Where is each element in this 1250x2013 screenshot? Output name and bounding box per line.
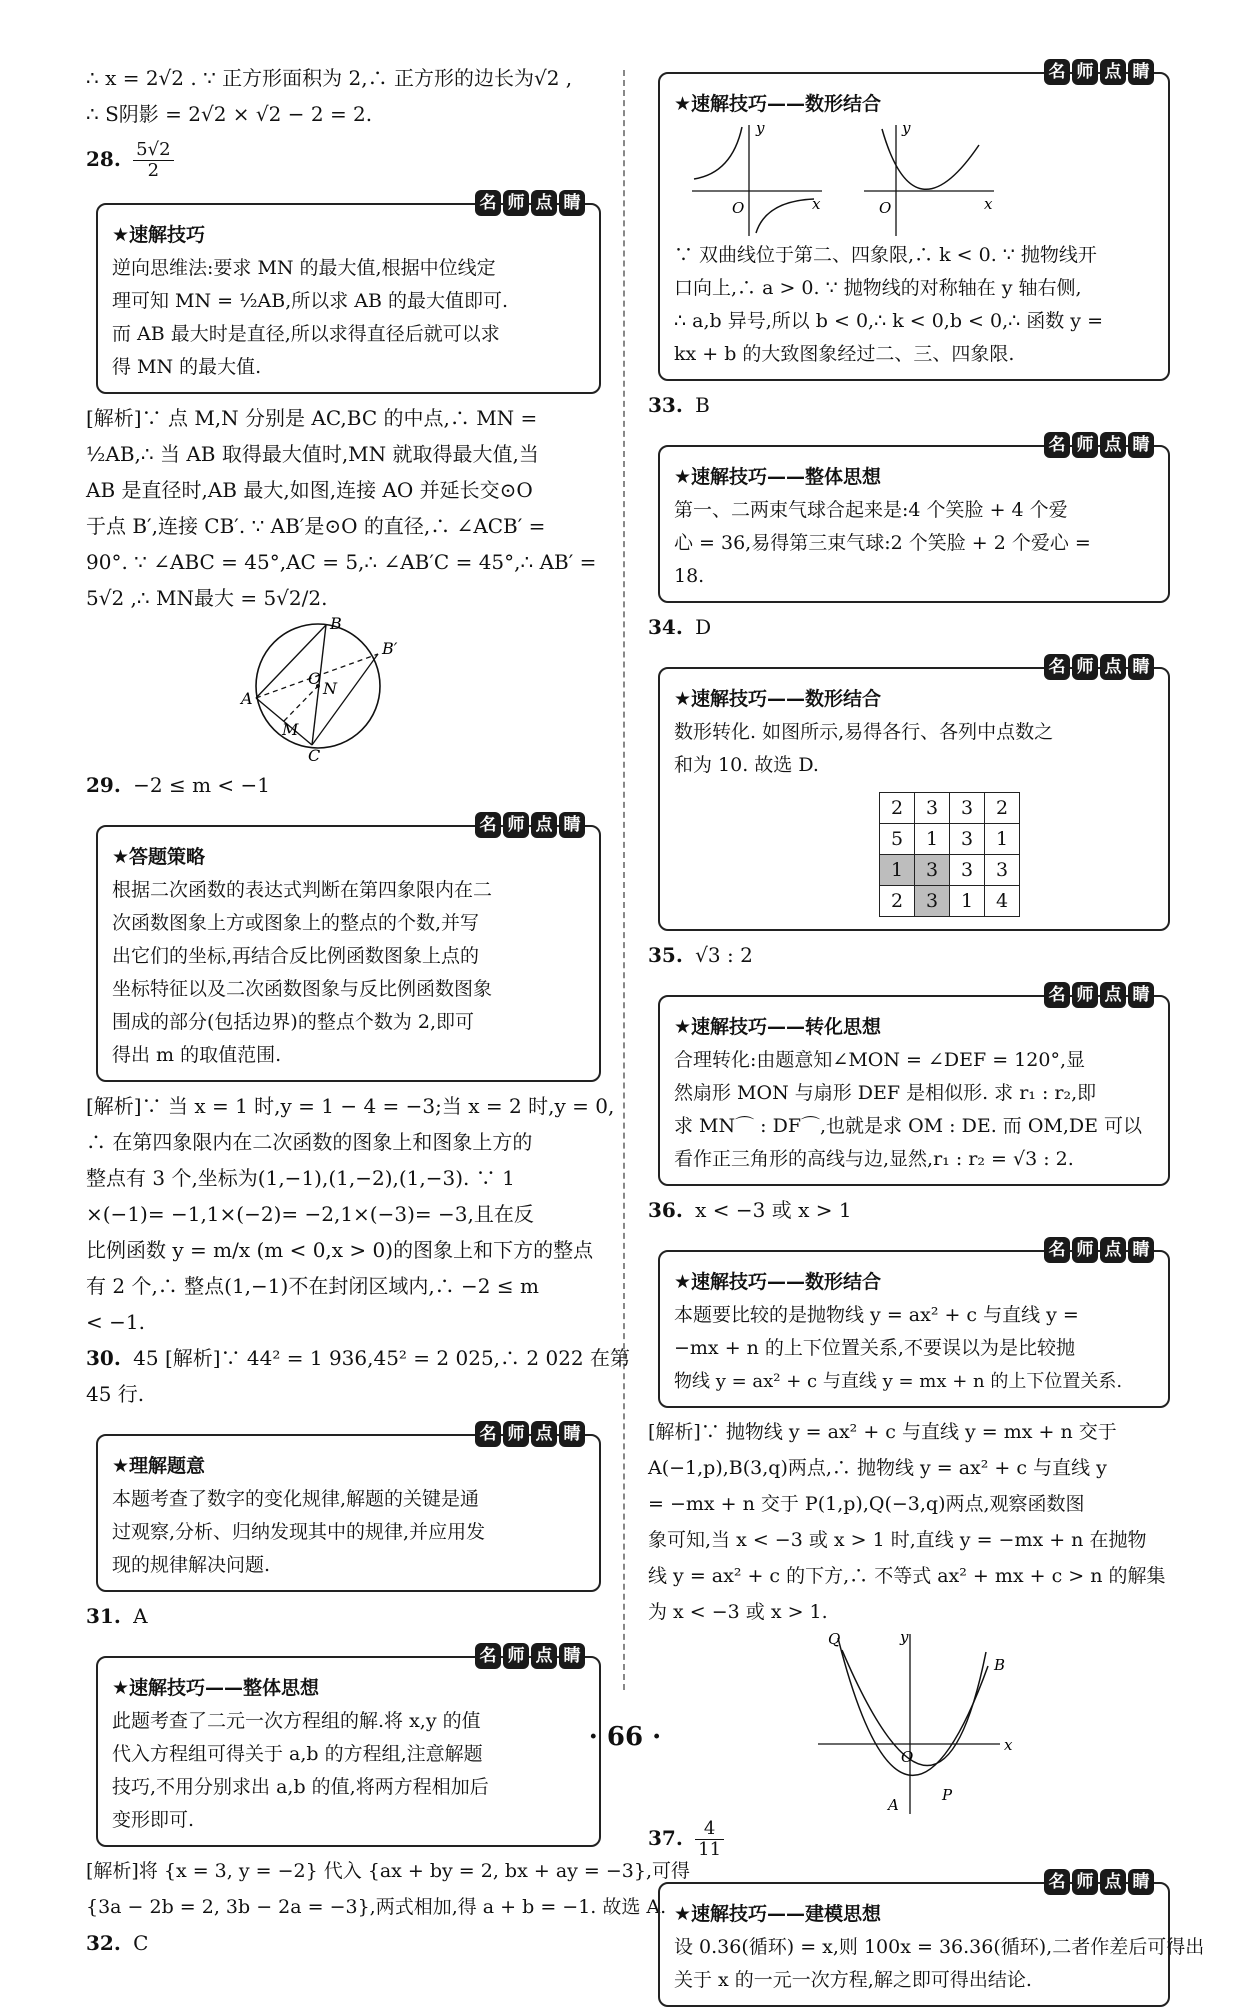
analysis-line: 象可知,当 x < −3 或 x > 1 时,直线 y = −mx + n 在抛物: [648, 1529, 1147, 1551]
teacher-tip-tag: 名 师 点 睛: [1042, 1237, 1154, 1263]
teacher-tip-tag: 名 师 点 睛: [1042, 1869, 1154, 1895]
analysis-line: [解析]将 {x = 3, y = −2} 代入 {ax + by = 2, bx + ay = −3},可得: [86, 1860, 691, 1882]
teacher-tip-tag: 名 师 点 睛: [1042, 432, 1154, 458]
box-line: 根据二次函数的表达式判断在第四象限内在二: [112, 879, 493, 901]
q34-number: 34.: [648, 615, 683, 639]
label-Bprime: B′: [382, 639, 398, 658]
q37-answer: [648, 1819, 1170, 1860]
label-B: B: [330, 616, 342, 633]
teacher-tip-tag: 名 师 点 睛: [473, 812, 585, 838]
q33-answer-text: B: [695, 393, 710, 417]
box-line: 数形转化. 如图所示,易得各行、各列中点数之: [674, 721, 1054, 743]
q36-tip-box: [658, 1240, 1170, 1408]
q29-number: 29.: [86, 773, 121, 797]
q31-number: 31.: [86, 1604, 121, 1628]
analysis-line: 于点 B′,连接 CB′. ∵ AB′是⊙O 的直径,∴ ∠ACB′ =: [86, 514, 546, 538]
intro-line: ∴ S阴影 = 2√2 × √2 − 2 = 2.: [86, 102, 373, 126]
box-title: ★速解技巧——数形结合: [674, 1271, 882, 1293]
analysis-line: < −1.: [86, 1310, 145, 1334]
label-A: A: [888, 1796, 899, 1814]
q29-answer: [86, 767, 601, 803]
box-line: 理可知 MN = ½AB,所以求 AB 的最大值即可.: [112, 290, 509, 312]
box-line: 求 MN⌒ : DF⌒,也就是求 OM : DE. 而 OM,DE 可以: [674, 1115, 1143, 1137]
box-title: ★答题策略: [112, 846, 206, 868]
box-line: 现的规律解决问题.: [112, 1554, 271, 1576]
box-line: 变形即可.: [112, 1809, 195, 1831]
box-line: 技巧,不用分别求出 a,b 的值,将两方程相加后: [112, 1776, 489, 1798]
box-line: 出它们的坐标,再结合反比例函数图象上点的: [112, 945, 480, 967]
analysis-line: AB 是直径时,AB 最大,如图,连接 AO 并延长交⊙O: [86, 478, 533, 502]
teacher-tip-tag: 名 师 点 睛: [1042, 59, 1154, 85]
box-line: 18.: [674, 565, 705, 587]
origin-label: O: [879, 199, 892, 217]
axis-y-label: y: [902, 121, 911, 137]
hyperbola-parabola-figure: [674, 121, 1154, 239]
q28-numerator: 5√2: [133, 140, 173, 161]
label-N: N: [323, 679, 337, 698]
q31-answer-text: A: [133, 1604, 148, 1628]
box-line: 第一、二两束气球合起来是:4 个笑脸 + 4 个爱: [674, 499, 1068, 521]
q28-tip-box: [96, 193, 601, 394]
q37-tip-box: [658, 1872, 1205, 2007]
q30-tip-box: [96, 1424, 601, 1592]
axis-x-label: x: [1004, 1736, 1013, 1754]
q30-answer: [86, 1340, 631, 1376]
box-line: 代入方程组可得关于 a,b 的方程组,注意解题: [112, 1743, 483, 1765]
box-line: 设 0.36(循环) = x,则 100x = 36.36(循环),二者作差后可得出: [674, 1936, 1205, 1958]
box-line: 心 = 36,易得第三束气球:2 个笑脸 + 2 个爱心 =: [674, 532, 1091, 554]
q32-tip-box: [658, 62, 1170, 381]
box-title: ★速解技巧——数形结合: [674, 688, 882, 710]
right-column: [648, 50, 1205, 2013]
label-C: C: [308, 746, 321, 761]
q37-denominator: 11: [698, 1839, 722, 1860]
analysis-line: ×(−1)= −1,1×(−2)= −2,1×(−3)= −3,且在反: [86, 1202, 534, 1226]
q36-answer-text: x < −3 或 x > 1: [695, 1198, 852, 1222]
q35-tip-box: [658, 985, 1170, 1186]
q28-number: 28.: [86, 147, 121, 171]
analysis-line: 为 x < −3 或 x > 1.: [648, 1601, 828, 1623]
q34-tip-box: [658, 657, 1170, 931]
box-line: 围成的部分(包括边界)的整点个数为 2,即可: [112, 1011, 474, 1033]
circle-figure: [86, 616, 601, 761]
analysis-line: 线 y = ax² + c 的下方,∴ 不等式 ax² + mx + c > n 的解集: [648, 1565, 1166, 1587]
box-line: kx + b 的大致图象经过二、三、四象限.: [674, 343, 1015, 365]
box-line: 本题要比较的是抛物线 y = ax² + c 与直线 y =: [674, 1304, 1079, 1326]
q35-answer: [648, 937, 1170, 973]
q33-tip-box: [658, 435, 1170, 603]
box-line: 此题考查了二元一次方程组的解.将 x,y 的值: [112, 1710, 481, 1732]
analysis-line: [解析]∵ 抛物线 y = ax² + c 与直线 y = mx + n 交于: [648, 1421, 1117, 1443]
number-grid: 2 3 3 2 5 1 3 1 1 3 3 3 2 3 1 4: [879, 792, 1020, 917]
analysis-line: 5√2 ,∴ MN最大 = 5√2/2.: [86, 586, 328, 610]
box-line: −mx + n 的上下位置关系,不要误以为是比较抛: [674, 1337, 1075, 1359]
label-M: M: [282, 720, 299, 739]
analysis-line: 90°. ∵ ∠ABC = 45°,AC = 5,∴ ∠AB′C = 45°,∴ AB′ =: [86, 550, 597, 574]
box-line: 过观察,分析、归纳发现其中的规律,并应用发: [112, 1521, 486, 1543]
analysis-line: 有 2 个,∴ 整点(1,−1)不在封闭区域内,∴ −2 ≤ m: [86, 1274, 539, 1298]
origin-label: O: [732, 199, 745, 217]
label-Q: Q: [828, 1630, 841, 1648]
box-title: ★速解技巧: [112, 224, 206, 246]
analysis-line: [解析]∵ 当 x = 1 时,y = 1 − 4 = −3;当 x = 2 时,y = 0,: [86, 1094, 615, 1118]
page-number: · 66 ·: [588, 1722, 662, 1752]
q28-answer: [86, 140, 601, 181]
q28-fraction: [133, 140, 173, 181]
analysis-line: ½AB,∴ 当 AB 取得最大值时,MN 就取得最大值,当: [86, 442, 539, 466]
box-line: 看作正三角形的高线与边,显然,r₁ : r₂ = √3 : 2.: [674, 1148, 1074, 1170]
box-line: 然扇形 MON 与扇形 DEF 是相似形. 求 r₁ : r₂,即: [674, 1082, 1097, 1104]
analysis-line: 比例函数 y = m/x (m < 0,x > 0)的图象上和下方的整点: [86, 1238, 594, 1262]
analysis-line: A(−1,p),B(3,q)两点,∴ 抛物线 y = ax² + c 与直线 y: [648, 1457, 1107, 1479]
q32-number: 32.: [86, 1931, 121, 1955]
teacher-tip-tag: 名 师 点 睛: [1042, 654, 1154, 680]
q30-line: 45 行.: [86, 1382, 145, 1406]
box-line: 和为 10. 故选 D.: [674, 754, 819, 776]
box-line: 得 MN 的最大值.: [112, 356, 262, 378]
q28-denominator: 2: [147, 160, 160, 181]
box-line: 得出 m 的取值范围.: [112, 1044, 282, 1066]
label-P: P: [942, 1786, 953, 1804]
box-line: ∵ 双曲线位于第二、四象限,∴ k < 0. ∵ 抛物线开: [674, 244, 1097, 266]
label-A: A: [241, 689, 253, 708]
analysis-line: 整点有 3 个,坐标为(1,−1),(1,−2),(1,−3). ∵ 1: [86, 1166, 515, 1190]
analysis-line: ∴ 在第四象限内在二次函数的图象上和图象上方的: [86, 1130, 533, 1154]
analysis-line: [解析]∵ 点 M,N 分别是 AC,BC 的中点,∴ MN =: [86, 406, 538, 430]
axis-x-label: x: [812, 195, 821, 213]
label-O: O: [308, 669, 322, 688]
box-line: 逆向思维法:要求 MN 的最大值,根据中位线定: [112, 257, 496, 279]
box-line: 坐标特征以及二次函数图象与反比例函数图象: [112, 978, 493, 1000]
teacher-tip-tag: 名 师 点 睛: [473, 1421, 585, 1447]
box-title: ★速解技巧——建模思想: [674, 1903, 882, 1925]
box-title: ★速解技巧——转化思想: [674, 1016, 882, 1038]
q30-number: 30.: [86, 1346, 121, 1370]
intro-line: ∴ x = 2√2 . ∵ 正方形面积为 2,∴ 正方形的边长为√2 ,: [86, 66, 573, 90]
q31-answer: [86, 1598, 601, 1634]
analysis-line: = −mx + n 交于 P(1,p),Q(−3,q)两点,观察函数图: [648, 1493, 1085, 1515]
q35-number: 35.: [648, 943, 683, 967]
box-line: ∴ a,b 异号,所以 b < 0,∴ k < 0,b < 0,∴ 函数 y =: [674, 310, 1103, 332]
q35-answer-text: √3 : 2: [695, 943, 753, 967]
column-divider: [623, 70, 625, 1690]
q30-line: 45 [解析]∵ 44² = 1 936,45² = 2 025,∴ 2 022 在第: [133, 1346, 631, 1370]
box-title: ★速解技巧——整体思想: [674, 466, 882, 488]
box-title: ★理解题意: [112, 1455, 206, 1477]
box-title: ★速解技巧——整体思想: [112, 1677, 320, 1699]
q34-answer-text: D: [695, 615, 712, 639]
q33-number: 33.: [648, 393, 683, 417]
q34-answer: [648, 609, 1170, 645]
teacher-tip-tag: 名 师 点 睛: [1042, 982, 1154, 1008]
box-line: 而 AB 最大时是直径,所以求得直径后就可以求: [112, 323, 500, 345]
q29-answer-text: −2 ≤ m < −1: [133, 773, 271, 797]
box-line: 物线 y = ax² + c 与直线 y = mx + n 的上下位置关系.: [674, 1371, 1123, 1392]
origin-label: O: [901, 1748, 914, 1766]
q33-answer: [648, 387, 1170, 423]
box-line: 合理转化:由题意知∠MON = ∠DEF = 120°,显: [674, 1049, 1085, 1071]
teacher-tip-tag: 名 师 点 睛: [473, 1643, 585, 1669]
q36-answer: [648, 1192, 1170, 1228]
box-line: 次函数图象上方或图象上的整点的个数,并写: [112, 912, 480, 934]
box-line: 关于 x 的一元一次方程,解之即可得出结论.: [674, 1969, 1032, 1991]
axis-y-label: y: [756, 121, 765, 137]
axis-x-label: x: [984, 195, 993, 213]
q36-number: 36.: [648, 1198, 683, 1222]
axis-y-label: y: [900, 1630, 909, 1646]
label-B: B: [994, 1656, 1006, 1674]
q32-answer: [86, 1925, 601, 1961]
box-line: 本题考查了数字的变化规律,解题的关键是通: [112, 1488, 480, 1510]
analysis-line: {3a − 2b = 2, 3b − 2a = −3},两式相加,得 a + b = −1. 故选 A.: [86, 1896, 667, 1918]
teacher-tip-tag: 名 师 点 睛: [473, 190, 585, 216]
q37-fraction: [695, 1819, 724, 1860]
q37-number: 37.: [648, 1826, 683, 1850]
q37-numerator: 4: [695, 1819, 724, 1840]
q32-answer-text: C: [133, 1931, 149, 1955]
box-title: ★速解技巧——数形结合: [674, 93, 882, 115]
box-line: 口向上,∴ a > 0. ∵ 抛物线的对称轴在 y 轴右侧,: [674, 277, 1082, 299]
q29-tip-box: [96, 815, 601, 1082]
